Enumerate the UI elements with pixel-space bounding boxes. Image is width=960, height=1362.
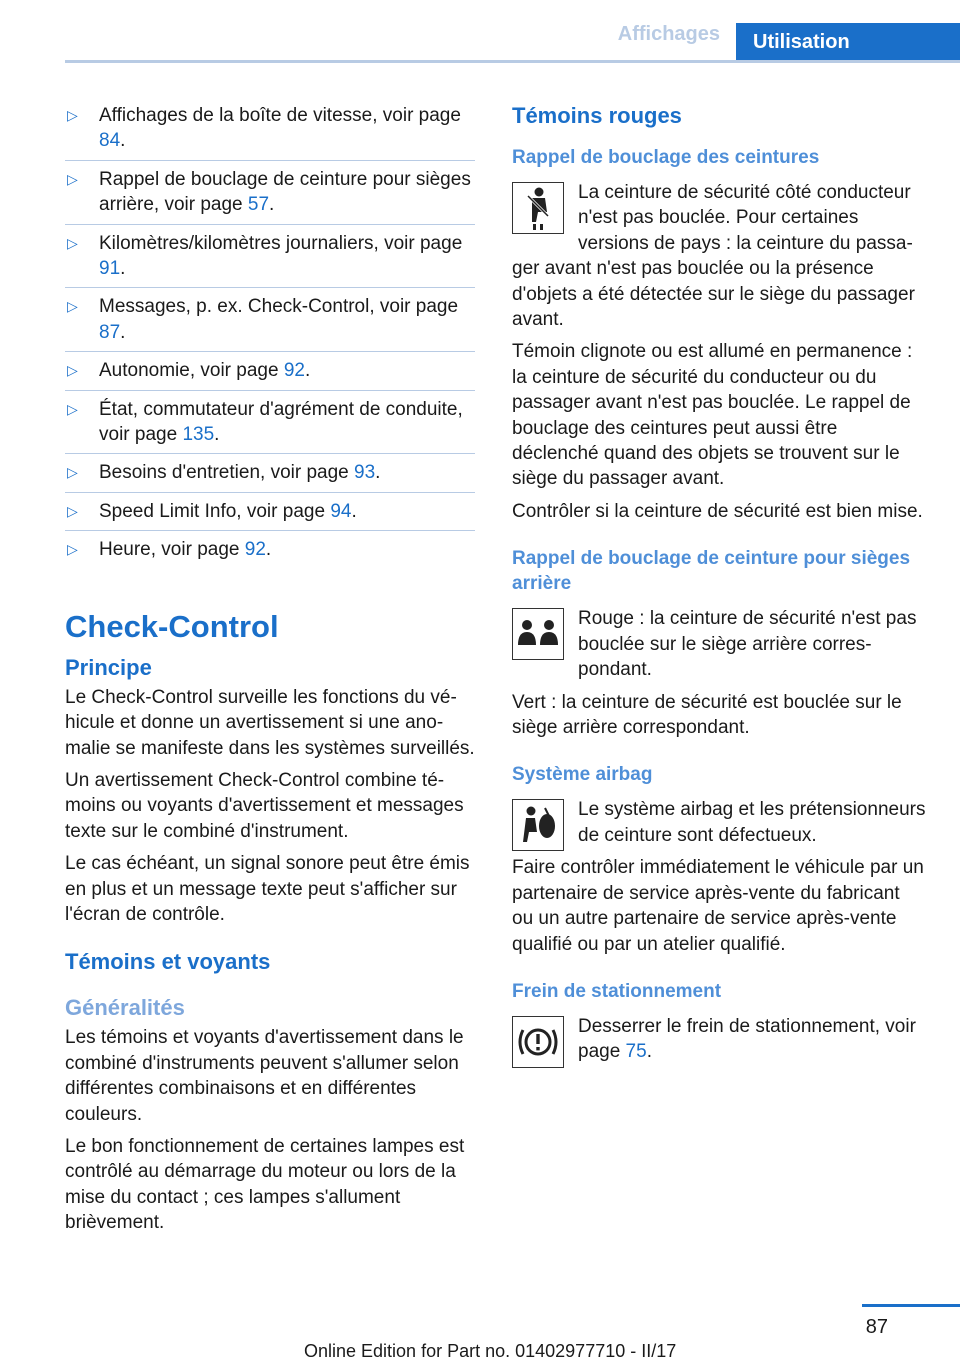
seatbelt-warning-icon [512, 182, 564, 234]
edition-text: Online Edition for Part no. 01402977710 - II/17 [304, 1341, 677, 1361]
principe-paragraph-2: Un avertissement Check-Control combine témoins ou voyants d'avertissement et messages texte sur le combiné d'instrument. [65, 769, 464, 842]
page-link[interactable]: 92 [283, 360, 305, 382]
rear-seatbelt-icon [512, 608, 564, 660]
page-link[interactable]: 92 [244, 539, 266, 561]
parking-brake-text: Desserrer le frein de stationnement, voir page 75. [578, 1015, 916, 1063]
page-link[interactable]: 87 [99, 321, 121, 343]
page-link[interactable]: 93 [354, 462, 376, 484]
triangle-bullet-icon: ▷ [67, 170, 78, 187]
page-header [0, 0, 960, 62]
triangle-bullet-icon: ▷ [67, 107, 78, 123]
temoins-rouges-heading: Témoins rouges [512, 103, 682, 128]
seatbelt-reminder-text: La ceinture de sécurité côté conducteur n'est pas bouclée. Pour certaines versions de pays : la ceinture du passager avant n'est pas bouclée ou la présence d'objets a été détectée sur le siège du passager avant. [512, 182, 915, 331]
left-column [65, 103, 475, 1243]
airbag-warning-icon [512, 799, 564, 851]
list-item: ▷ Speed Limit Info, voir page 94. [65, 499, 475, 531]
triangle-bullet-icon: ▷ [67, 464, 78, 481]
right-column [512, 103, 926, 1072]
display-list [65, 103, 475, 569]
generalites-paragraph-1: Les témoins et voyants d'avertissement dans le combiné d'instruments peuvent s'allumer selon différentes combinaisons et en différentes couleurs. [65, 1027, 464, 1125]
rear-seatbelt-block [512, 606, 926, 689]
header-divider [65, 60, 960, 63]
page-link[interactable]: 135 [182, 424, 215, 446]
page-link[interactable]: 84 [99, 130, 121, 152]
list-item: ▷ Messages, p. ex. Check-Control, voir page 87. [65, 294, 475, 352]
list-item: ▷ Rappel de bouclage de ceinture pour sièges arrière, voir page 57. [65, 167, 475, 225]
page-link[interactable]: 91 [99, 258, 121, 280]
airbag-paragraph-2: Faire contrôler immédiatement le véhicule par un partenaire de service après-vente du fabricant ou un autre partenaire de service après-vente qualifié ou par un atelier qualifié. [512, 857, 924, 955]
list-item: ▷ Besoins d'entretien, voir page 93. [65, 460, 475, 492]
parking-brake-icon [512, 1016, 564, 1068]
footer-divider [862, 1304, 960, 1307]
principe-paragraph-3: Le cas échéant, un signal sonore peut être émis en plus et un message texte peut s'afficher sur l'écran de contrôle. [65, 853, 470, 925]
triangle-bullet-icon: ▷ [67, 502, 78, 519]
seatbelt-reminder-heading: Rappel de bouclage des ceintures [512, 147, 820, 168]
parking-brake-block [512, 1014, 926, 1072]
list-item: ▷ Kilomètres/kilomètres journaliers, voir page 91. [65, 231, 475, 289]
page-link[interactable]: 57 [247, 194, 270, 216]
airbag-block [512, 797, 926, 855]
chapter-tab[interactable]: Utilisation [736, 23, 960, 62]
triangle-bullet-icon: ▷ [67, 298, 78, 315]
rear-seatbelt-text: Rouge : la ceinture de sécurité n'est pas bouclée sur le siège arrière correspondant. [578, 608, 917, 681]
generalites-paragraph-2: Le bon fonctionnement de certaines lampes est contrôlé au démarrage du moteur ou lors de la mise du contact ; ces lampes s'allument brièvement. [65, 1135, 465, 1234]
temoins-voyants-heading: Témoins et voyants [65, 949, 271, 975]
page-link[interactable]: 75 [625, 1041, 647, 1063]
page-number: 87 [865, 1316, 888, 1338]
airbag-text: Le système airbag et les prétensionneurs de ceinture sont défectueux. [578, 799, 926, 846]
rear-seatbelt-heading: Rappel de bouclage de ceinture pour sièges arrière [512, 548, 911, 595]
seatbelt-reminder-paragraph-3: Contrôler si la ceinture de sécurité est bien mise. [512, 500, 923, 522]
section-tab[interactable]: Affichages [617, 23, 720, 45]
triangle-bullet-icon: ▷ [67, 541, 78, 558]
generalites-heading: Généralités [65, 995, 185, 1021]
principe-paragraph-1: Le Check-Control surveille les fonctions du véhicule et donne un avertissement si une anomalie se manifeste dans les systèmes surveillés. [65, 686, 475, 759]
triangle-bullet-icon: ▷ [67, 234, 78, 251]
triangle-bullet-icon: ▷ [67, 400, 78, 417]
list-item: ▷ Autonomie, voir page 92. [65, 358, 475, 390]
triangle-bullet-icon: ▷ [67, 362, 78, 379]
page-link[interactable]: 94 [330, 500, 352, 522]
seatbelt-reminder-block [512, 180, 926, 339]
list-item: ▷ État, commutateur d'agrément de conduite, voir page 135. [65, 397, 475, 455]
list-item: ▷ Heure, voir page 92. [65, 537, 475, 568]
parking-brake-heading: Frein de stationnement [512, 980, 722, 1002]
seatbelt-reminder-paragraph-2: Témoin clignote ou est allumé en permanence : la ceinture de sécurité du conducteur ou du passager avant n'est pas bouclée. Le rappel de bouclage des ceintures peut aussi être déclenché quand des objets se trouvent sur le siège du passager avant. [512, 341, 913, 490]
airbag-heading: Système airbag [512, 764, 653, 786]
check-control-heading: Check-Control [65, 608, 279, 644]
rear-seatbelt-paragraph-2: Vert : la ceinture de sécurité est bouclée sur le siège arrière correspondant. [512, 691, 902, 738]
list-item: ▷ Affichages de la boîte de vitesse, voir page 84. [65, 103, 475, 161]
principe-heading: Principe [65, 654, 152, 680]
